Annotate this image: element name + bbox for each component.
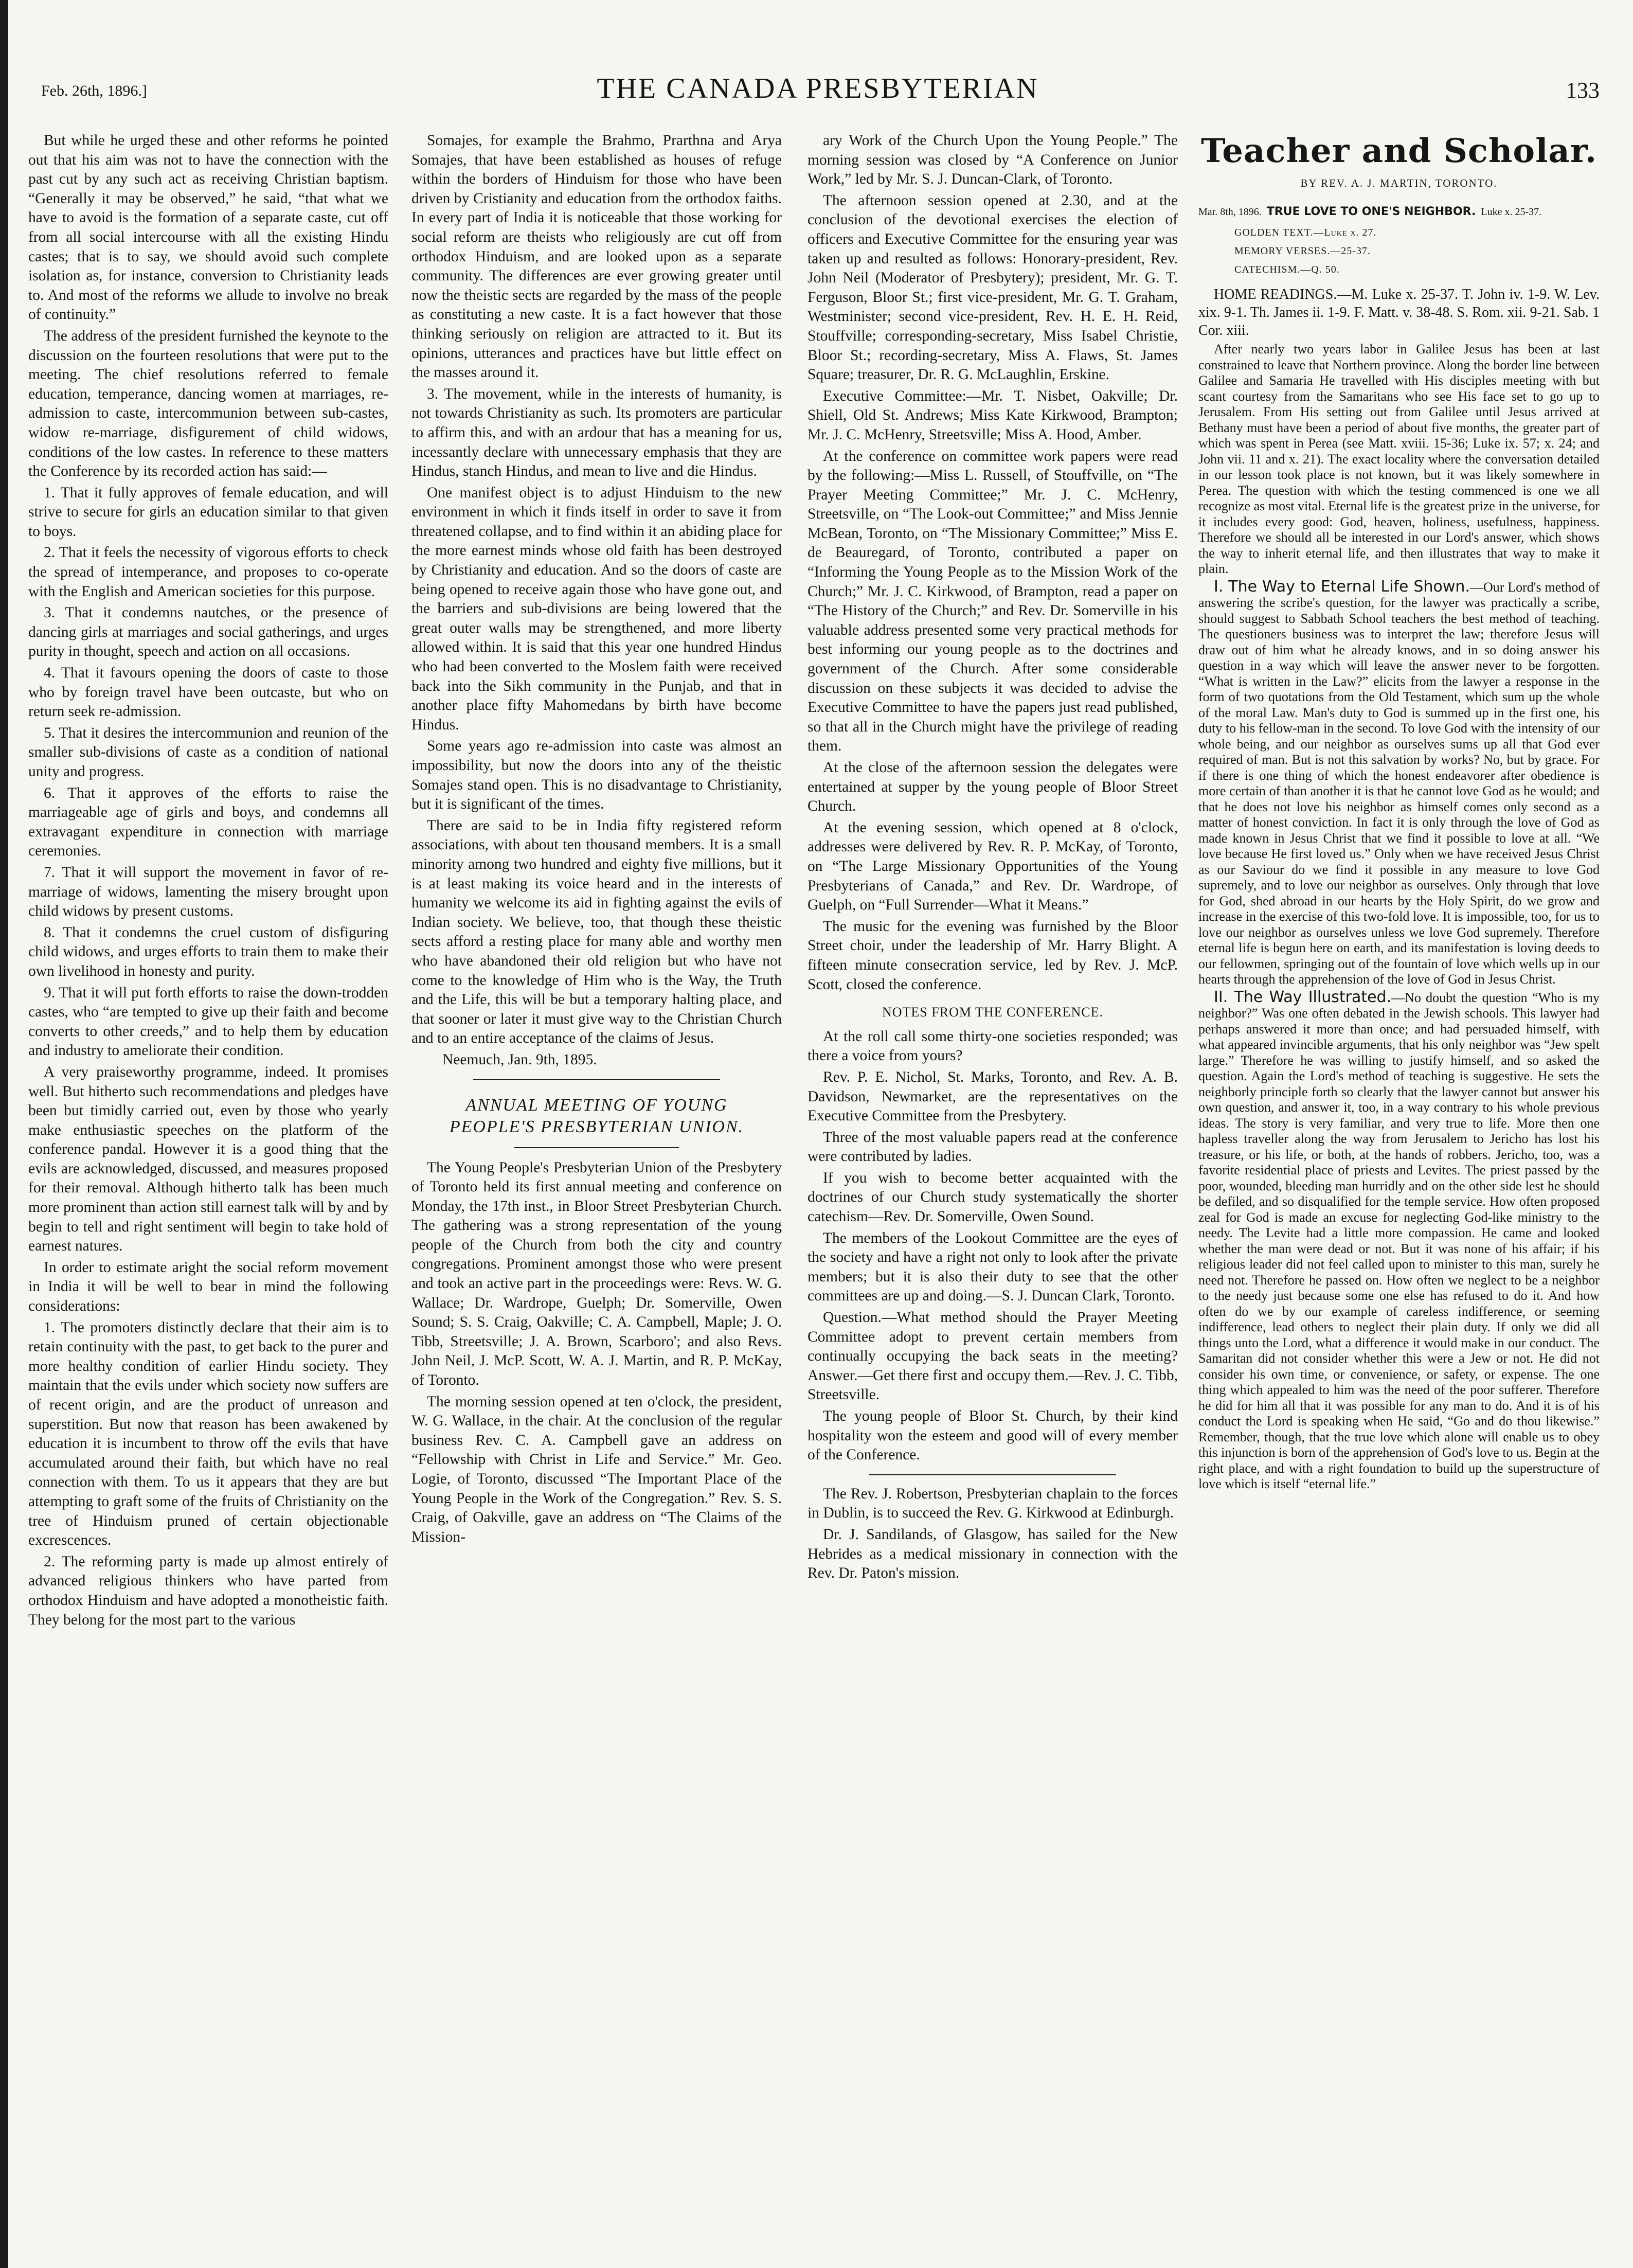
article-heading: ANNUAL MEETING OF YOUNG PEOPLE'S PRESBYTERIAN UNION. [449, 1095, 744, 1136]
paragraph: At the close of the afternoon session the delegates were entertained at supper by the young people of Bloor Street Church. [807, 759, 1178, 815]
paragraph: ary Work of the Church Upon the Young People.” The morning session was closed by “A Conference on Junior Work,” led by Mr. S. J. Duncan-Clark, of Toronto. [807, 132, 1178, 188]
paragraph: The morning session opened at ten o'clock, the president, W. G. Wallace, in the chair. At the conclusion of the regular business Rev. C. A. Campbell gave an address on “Fellowship with Christ in Life and Service.” Mr. Geo. Logie, of Toronto, discussed “The Important Place of the Young People in the Work of the Congregation.” Rev. S. S. Craig, of Oakville, gave an address on “The Claims of the Mission- [411, 1393, 782, 1545]
paragraph: At the roll call some thirty-one societies responded; was there a voice from yours? [807, 1028, 1178, 1064]
paragraph: At the evening session, which opened at 8 o'clock, addresses were delivered by Rev. R. P. McKay, of Toronto, on “The Large Missionary Opportunities of the Young Presbyterians of Canada,” and Rev. Dr. Wardrope, of Guelph, on “Full Surrender—What it Means.” [807, 819, 1178, 914]
memory-verses: MEMORY VERSES.—25-37. [1234, 245, 1371, 257]
paragraph: Some years ago re-admission into caste was almost an impossibility, but now the doors into any of the theistic Somajes stand open. This is no disadvantage to Christianity, but it is significant of the times. [411, 738, 782, 813]
resolution-item: 1. That it fully approves of female education, and will strive to secure for girls an education similar to that given to boys. [28, 484, 388, 540]
binding-edge [0, 0, 8, 2268]
paragraph: In order to estimate aright the social reform movement in India it will be well to bear in mind the following considerations: [28, 1259, 388, 1315]
resolution-item: 6. That it approves of the efforts to raise the marriageable age of girls and boys, and condemns all extravagant expenditure in connection with marriage ceremonies. [28, 784, 388, 860]
resolution-item: 2. That it feels the necessity of vigorous efforts to check the spread of intemperance, and proposes to co-operate with the English and American societies for this purpose. [28, 544, 388, 600]
paragraph: Rev. P. E. Nichol, St. Marks, Toronto, and Rev. A. B. Davidson, Newmarket, are the representatives on the Executive Committee from the Presbytery. [807, 1068, 1178, 1124]
resolution-item: 3. That it condemns nautches, or the presence of dancing girls at marriages and social gatherings, and urges purity in thought, speech and action on all occasions. [28, 604, 388, 660]
paragraph: If you wish to become better acquainted with the doctrines of our Church study systematically the shorter catechism—Rev. Dr. Somerville, Owen Sound. [807, 1169, 1178, 1225]
subheading: I. The Way to Eternal Life Shown. [1214, 577, 1470, 596]
paragraph: At the conference on committee work papers were read by the following:—Miss L. Russell, of Stouffville, on “The Prayer Meeting Committee;” Mr. J. C. McHenry, Streetsville, on “The Look-out Committee;” and Miss Jennie McBean, Toronto, on “The Missionary Committee;” Miss E. de Beauregard, of Toronto, contributed a paper on “Informing the Young People as to the Mission Work of the Church;” Mr. J. C. Kirkwood, of Brampton, read a paper on “The History of the Church;” and Rev. Dr. Somerville in his valuable address presented some very practical methods for best informing our young people as to the doctrines and government of the Church. After some considerable discussion on these subjects it was decided to advise the Executive Committee to have the papers just read published, so that all in the Church might have the privilege of reading them. [807, 448, 1178, 755]
column-1 [28, 131, 388, 1632]
paragraph: The afternoon session opened at 2.30, and at the conclusion of the devotional exercises the election of officers and Executive Committee for the ensuring year was taken up and resulted as follows: Honorary-president, Rev. John Neil (Moderator of Presbytery); president, Mr. G. T. Ferguson, Bloor St.; first vice-president, Mr. G. T. Graham, Westminister; second vice-president, Rev. H. E. H. Reid, Stouffville; corresponding-secretary, Miss Isabel Christie, Bloor St.; recording-secretary, Miss A. Flaws, St. James Square; treasurer, Dr. R. G. McLaughlin, Erskine. [807, 192, 1178, 383]
subsection-1 [1198, 579, 1600, 988]
resolution-item: 4. That it favours opening the doors of caste to those who by foreign travel have been outcaste, but who on return seek re-admission. [28, 665, 388, 720]
resolution-item: 8. That it condemns the cruel custom of disfiguring child widows, and urges efforts to train them to make their own livelihood in honesty and purity. [28, 924, 388, 979]
page-header [26, 72, 1610, 103]
section-masthead: Teacher and Scholar. [1200, 132, 1598, 170]
heading-rule [514, 1147, 679, 1148]
paragraph: Somajes, for example the Brahmo, Prarthna and Arya Somajes, that have been established as houses of refuge within the borders of Hinduism for those who have been driven by Cristianity and education from the orthodox faiths. In every part of India it is noticeable that those working for social reform are theists who religiously are cut off from orthodox Hinduism, and are looked upon as a separate community. The differences are ever growing greater until now the theistic sects are regarded by the mass of the people as constituting a new caste. It is a fact however that those thinking seriously on religion are attracted to it. But its opinions, utterances and practices have but little effect on the masses around it. [411, 132, 782, 381]
resolution-item: 9. That it will put forth efforts to raise the down-trodden castes, who “are tempted to give up their faith and become converts to other creeds,” and to help them by education and industry to ameliorate their condition. [28, 984, 388, 1059]
paragraph: The Young People's Presbyterian Union of the Presbytery of Toronto held its first annual meeting and conference on Monday, the 17th inst., in Bloor Street Presbyterian Church. The gathering was a strong representation of the young people of the Church from both the city and country congregations. Prominent amongst those who were present and took an active part in the proceedings were: Revs. W. G. Wallace; Dr. Wardrope, Guelph; Dr. Somerville, Owen Sound; S. S. Craig, Oakville; C. A. Campbell, Maple; J. O. Tibb, Streetsville; J. A. Brown, Scarboro'; and also Revs. John Neil, J. McP. Scott, W. A. J. Martin, and R. P. McKay, of Toronto. [411, 1159, 782, 1389]
subsection-text: —No doubt the question “Who is my neighbor?” Was one often debated in the Jewish schools. This lawyer had perhaps answered it more than once; and had persuaded himself, with what appeared invincible arguments, that his only neighbor was “Jew spelt large.” Therefore he was willing to justify himself, and so asked the question. Again the Lord's method of teaching is suggestive. He sets the neighborly principle forth so clearly that the lawyer cannot but answer his own question, and answer it, too, in a way contrary to his whole previous ideas. The story is very familiar, and very true to life. More then one hapless traveller along the way from Jerusalem to Jericho has lost his treasure, or his life, or both, at the hands of robbers. Jericho, too, was a favorite residential place of priests and Levites. The priest passed by the poor, wounded, bleeding man hurridly and on the other side lest he should be defiled, and so disqualified for the temple service. How often proposed zeal for God is made an excuse for neglecting God-like ministry to the needy. The Levite had a little more compassion. He came and looked whether the man were dead or not. But it was none of his affair; if his religious leader did not feel called upon to minister to this man, surely he need not. Therefore he passed on. How often we neglect to be a neighbor to the needy just because some one else has refused to do it. And how often do we by our example of careless indifference, or seeming indifference, lead others to neglect their plain duty. If only we did all things unto the Lord, what a difference it would make in our conduct. The Samaritan did not consider whether this were a Jew or not. He did not consider his own time, or convenience, or safety, or expense. The one thing which appealed to him was the need of the poor sufferer. Therefore he did for him all that it was possible for any man to do. And it is of his conduct the Lord is speaking when He said, “Go and do thou likewise.” Remember, though, that the true love which alone will enable us to obey this injunction is born of the apprehension of God's love to us. Begin at the right place, and with a right foundation to build up the superstructure of love which is itself “eternal life.” [1198, 990, 1600, 1491]
paragraph: Three of the most valuable papers read at the conference were contributed by ladies. [807, 1129, 1178, 1165]
subheading: II. The Way Illustrated. [1214, 988, 1392, 1006]
lesson-date: Mar. 8th, 1896. [1198, 206, 1262, 218]
consideration-item: 1. The promoters distinctly declare that their aim is to retain continuity with the past, to get back to the purer and more healthy condition of earlier Hindu society. They maintain that the evils under which society now suffers are of recent origin, and are the product of unreason and superstition. But now that reason has been awakened by education it is incumbent to throw off the evils that have accumulated around their faith, but which have no real connection with them. To us it appears that they are but attempting to graft some of the fruits of Christianity on the tree of Hinduism pruned of certain objectionable excrescences. [28, 1319, 388, 1549]
paragraph: The members of the Lookout Committee are the eyes of the society and have a right not only to look after the private members; but it is also their duty to see that the other committees are up and doing.—S. J. Duncan Clark, Toronto. [807, 1229, 1178, 1305]
paragraph: But while he urged these and other reforms he pointed out that his aim was not to have the connection with the past cut by any such act as receiving Christian baptism. “Generally it may be observed,” he said, “that what we have to avoid is the formation of a separate caste, cut off from all social intercourse with all the existing Hindu castes; that is to say, we should avoid such complete isolation as, for instance, conversion to Christianity leads to. And most of the reforms we allude to involve no break of continuity.” [28, 132, 388, 323]
paragraph: A very praiseworthy programme, indeed. It promises well. But hitherto such recommendations and pledges have been but timidly carried out, even by those who yearly make enthusiastic speeches on the platform of the conference pandal. However it is a good thing that the evils are acknowledged, discussed, and measures proposed for their removal. Although hitherto talk has been much more prominent than action still earnest talk will by and by begin to tell and right sentiment will begin to take hold of earnest natures. [28, 1063, 388, 1255]
column-3 [807, 131, 1178, 1585]
home-readings: HOME READINGS.—M. Luke x. 25-37. T. John iv. 1-9. W. Lev. xix. 9-1. Th. James ii. 1-9. F. Matt. v. 38-48. S. Rom. xii. 9-21. Sab. 1 Cor. xiii. [1198, 287, 1600, 338]
column-2 [411, 131, 782, 1549]
resolution-item: 7. That it will support the movement in favor of re-marriage of widows, lamenting the misery brought upon child widows by present customs. [28, 864, 388, 920]
paragraph: Dr. J. Sandilands, of Glasgow, has sailed for the New Hebrides as a medical missionary in connection with the Rev. Dr. Paton's mission. [807, 1526, 1178, 1582]
lesson-header [1198, 203, 1600, 221]
resolution-item: 5. That it desires the intercommunion and reunion of the smaller sub-divisions of caste as a condition of national unity and progress. [28, 724, 388, 780]
page-number: 133 [1566, 78, 1600, 103]
lesson-title: TRUE LOVE TO ONE'S NEIGHBOR. [1266, 205, 1476, 218]
subsection-text: —Our Lord's method of answering the scribe's question, for the lawyer was practically a scribe, should suggest to Sabbath School teachers the best method of teaching. The questioners business was to interpret the law; therefore Jesus will draw out of him what he already knows, and in so doing answer his question in a way which will leave the answer never to be forgotten. “What is written in the Law?” elicits from the lawyer a response in the form of two quotations from the Old Testament, which sum up the whole of the moral Law. Man's duty to God is summed up in the first one, his duty to his fellow-man in the second. To love God with the intensity of our whole being, and our neighbor as ourselves sums up all that God ever required of man. But is not this salvation by works? No, but by grace. For if there is one thing of which the honest endeavorer after obedience is more certain of than another it is that he cannot love God as he would; and that he does not love his neighbor as himself comes only second as a matter of honest conviction. In fact it is only through the love of God as made known in Jesus Christ that we find it possible to love at all. “We love because He first loved us.” Only when we have received Jesus Christ as our Saviour do we find it possible in any measure to love God supremely, and to love our neighbor as ourselves. Only through that love for God, shed abroad in our hearts by the Holy Spirit, do we grow and increase in the exercise of this two-fold love. It is impossible, too, for us to love our neighbor as ourselves unless we love God supremely. Therefore eternal life is begun here on earth, and its manifestation is loving deeds to our fellowmen, springing out of the fountain of love which wells up in our hearts through the apprehension of the love of God in Jesus Christ. [1198, 579, 1600, 987]
issue-date: Feb. 26th, 1896.] [41, 82, 147, 99]
paragraph: The address of the president furnished the keynote to the discussion on the fourteen resolutions that were put to the meeting. The chief resolutions referred to female education, temperance, dancing women at marriages, re-admission to caste, intercommunion between sub-castes, widow re-marriage, disfigurement of child widows, conditions of the low castes. In reference to these matters the Conference by its recorded action has said:— [28, 327, 388, 480]
paragraph: After nearly two years labor in Galilee Jesus has been at last constrained to leave that Northern province. Along the border line between Galilee and Samaria He travelled with His disciples meeting with but scant courtesy from the Samaritans who see His face set to go up to Jerusalem. From His setting out from Galilee until Jesus arrived at Bethany must have been a period of about five months, the greater part of which was spent in Perea (see Matt. xviii. 15-36; Luke ix. 57; x. 24; and John vii. 11 and x. 21). The exact locality where the conversation detailed in our lesson took place is not known, but it was likely somewhere in Perea. The question with which the testing commenced is one we all recognize as most vital. Eternal life is the greatest prize in the universe, for it includes every good: God, heaven, holiness, usefulness, happiness. Therefore we should all be interested in our Lord's answer, which shows the way to inherit eternal life, and then illustrates that way to make it plain. [1198, 342, 1600, 576]
golden-text: GOLDEN TEXT.—Luke x. 27. [1234, 227, 1377, 238]
paragraph: The Rev. J. Robertson, Presbyterian chaplain to the forces in Dublin, is to succeed the Rev. G. Kirkwood at Edinburgh. [807, 1485, 1178, 1522]
catechism: CATECHISM.—Q. 50. [1234, 264, 1340, 275]
consideration-item: 2. The reforming party is made up almost entirely of advanced religious thinkers who have parted from orthodox Hinduism and have adopted a monotheistic faith. They belong for the most part to the various [28, 1553, 388, 1628]
newspaper-title: THE CANADA PRESBYTERIAN [597, 73, 1039, 104]
paragraph: 3. The movement, while in the interests of humanity, is not towards Christianity as such. Its promoters are particular to affirm this, and with an ardour that has a meaning for us, incessantly declare with unnecessary emphasis that they are Hindus, stanch Hindus, and mean to live and die Hindus. [411, 385, 782, 480]
paragraph: There are said to be in India fifty registered reform associations, with about ten thousand members. It is a small minority among two hundred and eighty five millions, but it is at least making its voice heard and in the interests of humanity we welcome its aid in fighting against the evils of Indian society. We believe, too, that though these theistic sects afford a resting place for many able and worthy men who have abandoned their old religion but who have not come to the knowledge of Him who is the Way, the Truth and the Life, this will be but a temporary halting place, and that sooner or later it must give way to the Christian Church and to an entire acceptance of the claims of Jesus. [411, 817, 782, 1047]
paragraph: Question.—What method should the Prayer Meeting Committee adopt to prevent certain members from continually occupying the back seats in the meeting? Answer.—Get there first and occupy them.—Rev. J. C. Tibb, Streetsville. [807, 1309, 1178, 1403]
dateline-signature: Neemuch, Jan. 9th, 1895. [442, 1051, 597, 1068]
paragraph: The music for the evening was furnished by the Bloor Street choir, under the leadership of Mr. Harry Blight. A fifteen minute consecration service, led by Rev. J. McP. Scott, closed the conference. [807, 918, 1178, 993]
subsection-2 [1198, 990, 1600, 1492]
paragraph: Executive Committee:—Mr. T. Nisbet, Oakville; Dr. Shiell, Old St. Andrews; Miss Kate Kirkwood, Brampton; Mr. J. C. McHenry, Streetsville; Miss A. Hood, Amber. [807, 387, 1178, 443]
column-4 [1198, 131, 1600, 1494]
section-divider [869, 1474, 1116, 1475]
lesson-reference: Luke x. 25-37. [1481, 206, 1542, 218]
notes-heading: NOTES FROM THE CONFERENCE. [882, 1005, 1103, 1020]
section-divider [473, 1079, 720, 1080]
byline: BY REV. A. J. MARTIN, TORONTO. [1300, 177, 1498, 189]
paragraph: One manifest object is to adjust Hinduism to the new environment in which it finds itself in order to save it from threatened collapse, and to find within it an abiding place for the more earnest minds whose old faith has been destroyed by Christianity and education. And so the doors of caste are being opened to receive again those who have gone out, and the barriers and sub-divisions are being lowered that the great outer walls may be strengthened, and more liberty allowed within. It is said that this year one hundred Hindus who had been converted to the Moslem faith were received back into the Sikh community in the Punjab, and that in another place fifty Mahomedans by birth have become Hindus. [411, 484, 782, 733]
paragraph: The young people of Bloor St. Church, by their kind hospitality won the esteem and good will of every member of the Conference. [807, 1408, 1178, 1463]
